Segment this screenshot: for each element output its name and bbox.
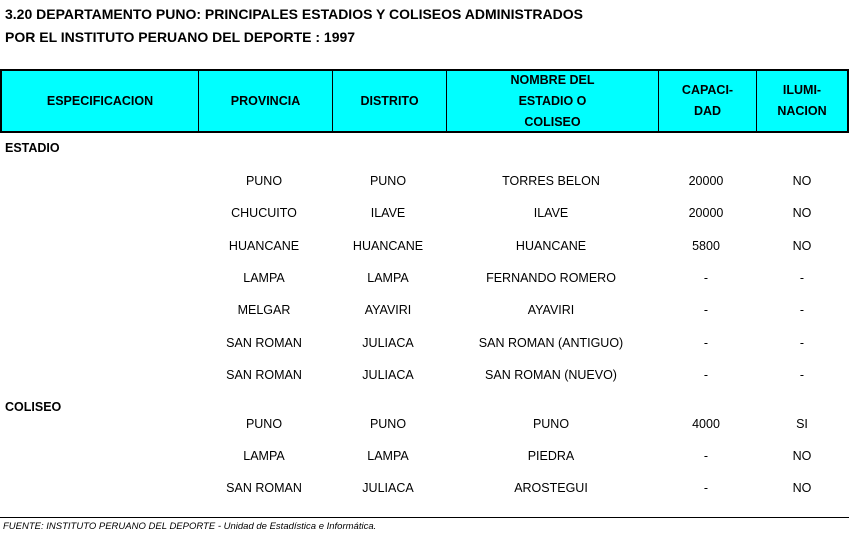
header-iluminacion — [757, 71, 847, 131]
cell-iluminacion: NO — [792, 449, 812, 463]
cell-distrito: ILAVE — [370, 206, 406, 220]
cell-iluminacion: SI — [796, 417, 808, 431]
header-nombre-line-3: COLISEO — [524, 114, 581, 129]
source-note: FUENTE: INSTITUTO PERUANO DEL DEPORTE - Unidad de Estadística e Informática. — [3, 521, 377, 532]
cell-distrito: HUANCANE — [352, 239, 424, 253]
cell-iluminacion: - — [799, 271, 805, 285]
section-label-coliseo: COLISEO — [5, 400, 62, 414]
cell-provincia: SAN ROMAN — [226, 481, 302, 495]
header-capacidad — [659, 71, 757, 131]
table-row — [0, 271, 849, 291]
cell-iluminacion: NO — [792, 481, 812, 495]
table-header — [0, 69, 849, 133]
cell-iluminacion: - — [799, 368, 805, 382]
cell-capacidad: - — [703, 336, 709, 350]
cell-nombre: ILAVE — [533, 206, 569, 220]
header-provincia-label: PROVINCIA — [230, 93, 301, 108]
header-capacidad-line-1: CAPACI- — [681, 83, 734, 97]
header-nombre-line-1: NOMBRE DEL — [510, 72, 595, 87]
table-row — [0, 449, 849, 469]
cell-capacidad: - — [703, 449, 709, 463]
cell-iluminacion: NO — [792, 239, 812, 253]
header-provincia — [199, 71, 333, 131]
cell-nombre: AROSTEGUI — [514, 481, 588, 495]
cell-provincia: PUNO — [245, 174, 283, 188]
table-row — [0, 336, 849, 356]
cell-provincia: LAMPA — [243, 449, 285, 463]
cell-nombre: AYAVIRI — [527, 303, 575, 317]
header-capacidad-line-2: DAD — [693, 104, 722, 118]
cell-provincia: PUNO — [245, 417, 283, 431]
cell-nombre: PUNO — [532, 417, 570, 431]
cell-provincia: SAN ROMAN — [226, 368, 302, 382]
cell-nombre: SAN ROMAN (ANTIGUO) — [478, 336, 624, 350]
table-row — [0, 417, 849, 437]
cell-distrito: PUNO — [369, 174, 407, 188]
cell-capacidad: 5800 — [692, 239, 720, 253]
cell-iluminacion: - — [799, 303, 805, 317]
table-row — [0, 239, 849, 259]
cell-distrito: PUNO — [369, 417, 407, 431]
header-distrito — [333, 71, 447, 131]
cell-distrito: LAMPA — [367, 449, 409, 463]
cell-nombre: TORRES BELON — [502, 174, 600, 188]
header-especificacion — [2, 71, 199, 131]
cell-capacidad: - — [703, 368, 709, 382]
table-row — [0, 206, 849, 226]
cell-nombre: PIEDRA — [527, 449, 575, 463]
footer-divider — [0, 517, 849, 518]
cell-iluminacion: - — [799, 336, 805, 350]
table-row — [0, 481, 849, 501]
cell-capacidad: - — [703, 303, 709, 317]
header-distrito-label: DISTRITO — [360, 93, 419, 108]
cell-distrito: JULIACA — [362, 368, 414, 382]
table-row — [0, 303, 849, 323]
cell-provincia: HUANCANE — [228, 239, 300, 253]
cell-provincia: SAN ROMAN — [226, 336, 302, 350]
cell-capacidad: 4000 — [692, 417, 720, 431]
cell-capacidad: - — [703, 481, 709, 495]
cell-provincia: MELGAR — [237, 303, 291, 317]
cell-iluminacion: NO — [792, 174, 812, 188]
table-row — [0, 368, 849, 388]
cell-iluminacion: NO — [792, 206, 812, 220]
header-iluminacion-line-2: NACION — [777, 104, 827, 118]
cell-distrito: AYAVIRI — [364, 303, 412, 317]
table-title-line-1: 3.20 DEPARTAMENTO PUNO: PRINCIPALES ESTADIOS Y COLISEOS ADMINISTRADOS — [5, 6, 583, 22]
header-especificacion-label: ESPECIFICACION — [46, 93, 154, 108]
cell-capacidad: 20000 — [688, 206, 724, 220]
cell-capacidad: 20000 — [688, 174, 724, 188]
header-iluminacion-line-1: ILUMI- — [782, 83, 822, 97]
cell-capacidad: - — [703, 271, 709, 285]
cell-nombre: HUANCANE — [515, 239, 587, 253]
cell-nombre: SAN ROMAN (NUEVO) — [485, 368, 617, 382]
header-nombre — [447, 71, 659, 131]
cell-nombre: FERNANDO ROMERO — [486, 271, 616, 285]
cell-provincia: LAMPA — [243, 271, 285, 285]
section-label-estadio: ESTADIO — [5, 141, 60, 155]
cell-distrito: LAMPA — [367, 271, 409, 285]
cell-provincia: CHUCUITO — [231, 206, 297, 220]
table-row — [0, 174, 849, 194]
cell-distrito: JULIACA — [362, 481, 414, 495]
cell-distrito: JULIACA — [362, 336, 414, 350]
header-nombre-line-2: ESTADIO O — [518, 93, 587, 108]
table-title-line-2: POR EL INSTITUTO PERUANO DEL DEPORTE : 1997 — [5, 29, 356, 45]
